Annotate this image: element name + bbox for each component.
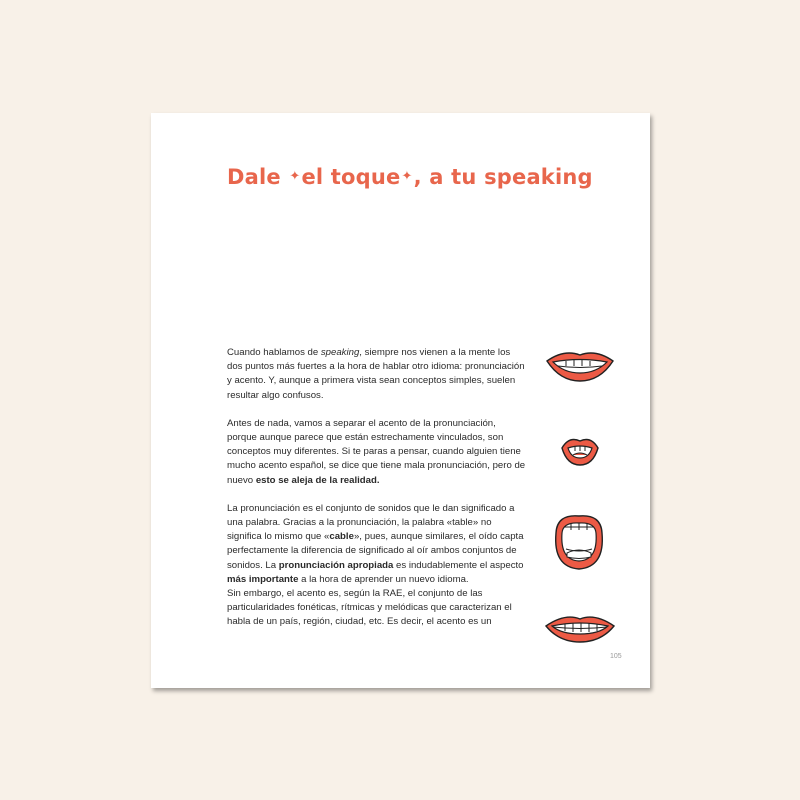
title-part-2: el toque bbox=[301, 165, 401, 189]
text-span: », pues, aunque similares, el oído capta perfectamente la diferencia de significado al oír ambos conjuntos de sonidos. La bbox=[227, 531, 524, 571]
paragraph: Sin embargo, el acento es, según la RAE, el conjunto de las particularidades fonéticas, rítmicas y melódicas que caracterizan el habla de un país, región, ciudad, etc. Es decir, el acento es un bbox=[227, 588, 512, 628]
page-title bbox=[227, 165, 593, 189]
bold-text: cable bbox=[329, 531, 354, 543]
text-span: La pronunciación es el conjunto de sonidos que le dan significado a una palabra. Gracias a la pronunciación, la palabra «table» no significa lo mismo que « bbox=[227, 502, 515, 543]
paragraph bbox=[227, 346, 527, 403]
book-page bbox=[151, 113, 650, 688]
paragraph bbox=[227, 417, 527, 488]
bold-text: esto se aleja de la realidad. bbox=[255, 474, 380, 486]
page-number: 105 bbox=[610, 653, 622, 660]
title-part-1: Dale bbox=[227, 165, 289, 189]
sparkle-icon: ✦ bbox=[289, 168, 301, 184]
bold-text: pronunciación apropiada bbox=[278, 559, 394, 571]
text-span: , siempre nos vienen a la mente los dos puntos más fuertes a la hora de hablar otro idioma: pronunciación y acento. Y, aunque a primera vista sean conceptos simples, suelen resultar algo confusos. bbox=[227, 347, 525, 401]
small-round-mouth-icon bbox=[559, 433, 601, 469]
mouth-illustrations bbox=[533, 341, 619, 641]
text-span: Antes de nada, vamos a separar el acento de la pronunciación, porque aunque parece que están estrechamente vinculados, son conceptos muy diferentes. Si te paras a pensar, cuando alguien tiene mucho acento español, se dice que tiene mala pronunciación, pero de nuevo bbox=[227, 417, 526, 486]
emphasis: speaking bbox=[320, 347, 360, 358]
bold-text: más importante bbox=[227, 573, 299, 585]
sparkle-icon: ✦ bbox=[401, 168, 413, 184]
title-part-3: , a tu speaking bbox=[413, 165, 593, 189]
paragraph bbox=[227, 502, 527, 587]
wide-smile-mouth-icon bbox=[544, 345, 616, 385]
open-o-mouth-icon bbox=[551, 511, 607, 573]
text-span: es indudablemente el aspecto bbox=[393, 559, 524, 571]
body-text bbox=[227, 346, 527, 630]
text-span: Cuando hablamos de bbox=[227, 347, 321, 358]
text-span: a la hora de aprender un nuevo idioma. bbox=[298, 573, 469, 585]
closed-teeth-mouth-icon bbox=[543, 611, 617, 645]
